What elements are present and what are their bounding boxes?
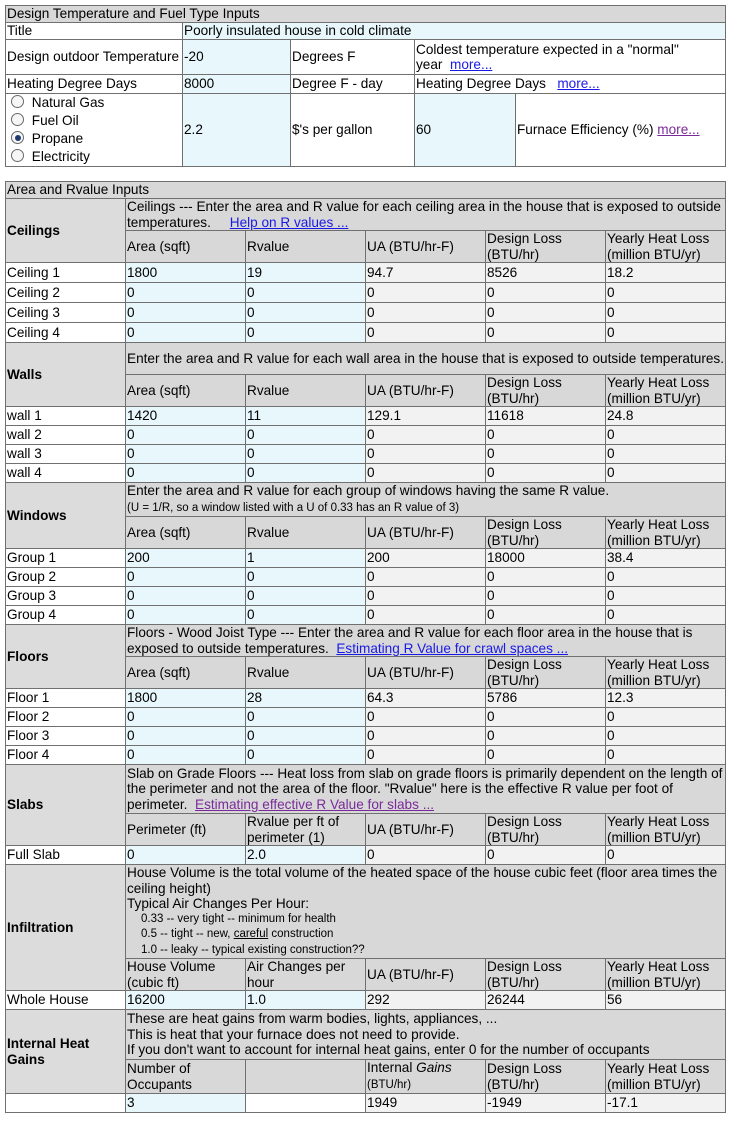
walls-section-label: Walls xyxy=(6,343,126,407)
design-loss-value: 0 xyxy=(486,727,606,746)
row-label: Ceiling 1 xyxy=(6,263,126,283)
row-label: Floor 1 xyxy=(6,689,126,708)
design-loss-value: 0 xyxy=(486,606,606,625)
hdd-more-link[interactable]: more... xyxy=(557,76,600,92)
blank-cell xyxy=(246,1094,366,1113)
yearly-loss-value: 0 xyxy=(606,587,726,606)
row-label: Ceiling 3 xyxy=(6,303,126,323)
col-header-rvalue: Rvalue xyxy=(246,657,366,689)
design-loss-value: 0 xyxy=(486,587,606,606)
fuel-label-natural-gas: Natural Gas xyxy=(31,95,105,110)
fuel-label-propane: Propane xyxy=(31,131,84,146)
ua-value: 0 xyxy=(366,727,486,746)
design-loss-value: 0 xyxy=(486,426,606,445)
table-row xyxy=(6,1094,726,1113)
ua-value: 0 xyxy=(366,587,486,606)
area-input[interactable]: 0 xyxy=(126,746,246,765)
hdd-note-text: Heating Degree Days xyxy=(416,76,546,92)
design-loss-value: 0 xyxy=(486,568,606,587)
yearly-loss-value: 0 xyxy=(606,445,726,464)
table-row xyxy=(6,587,726,606)
col-header-area: Area (sqft) xyxy=(126,375,246,407)
col-header-ua: UA (BTU/hr-F) xyxy=(366,814,486,846)
ua-value: 64.3 xyxy=(366,689,486,708)
rvalue-input[interactable]: 0 xyxy=(246,708,366,727)
area-input[interactable]: 200 xyxy=(126,549,246,568)
rvalue-input[interactable]: 11 xyxy=(246,407,366,426)
fuel-option-natural-gas[interactable] xyxy=(7,94,181,112)
outdoor-temp-unit: Degrees F xyxy=(291,40,415,75)
windows-note: (U = 1/R, so a window listed with a U of 0.33 has an R value of 3) xyxy=(127,501,460,514)
table-row xyxy=(6,689,726,708)
title-label: Title xyxy=(6,23,183,40)
fuel-label-electricity: Electricity xyxy=(31,149,90,164)
ua-value: 0 xyxy=(366,746,486,765)
col-header-ua: UA (BTU/hr-F) xyxy=(366,231,486,263)
windows-desc-text: Enter the area and R value for each group of windows having the same R value. xyxy=(127,483,610,498)
efficiency-more-link[interactable]: more... xyxy=(657,122,700,138)
col-header-yearly-loss: Yearly Heat Loss (million BTU/yr) xyxy=(606,231,726,263)
ua-value: 0 xyxy=(366,426,486,445)
design-loss-value: 5786 xyxy=(486,689,606,708)
hdd-label: Heating Degree Days xyxy=(6,75,183,94)
rvalue-input[interactable]: 0 xyxy=(246,568,366,587)
design-loss-value: 0 xyxy=(486,323,606,343)
table-row xyxy=(6,606,726,625)
floors-section-label: Floors xyxy=(6,625,126,689)
ach-tight xyxy=(127,927,724,943)
row-label: Floor 3 xyxy=(6,727,126,746)
col-header-air-changes: Air Changes per hour xyxy=(246,959,366,991)
design-loss-value: 0 xyxy=(486,303,606,323)
design-loss-value: 0 xyxy=(486,445,606,464)
col-header-yearly-loss: Yearly Heat Loss (million BTU/yr) xyxy=(606,814,726,846)
area-input[interactable]: 0 xyxy=(126,464,246,483)
yearly-loss-value: 0 xyxy=(606,464,726,483)
design-loss-value: 0 xyxy=(486,283,606,303)
table-row xyxy=(6,746,726,765)
ceilings-section-label: Ceilings xyxy=(6,199,126,263)
row-label: Group 3 xyxy=(6,587,126,606)
occupants-input[interactable]: 3 xyxy=(126,1094,246,1113)
ua-value: 292 xyxy=(366,991,486,1010)
row-label: wall 3 xyxy=(6,445,126,464)
perimeter-input[interactable]: 0 xyxy=(126,846,246,865)
outdoor-temp-label: Design outdoor Temperature xyxy=(6,40,183,75)
ua-value: 0 xyxy=(366,846,486,865)
hdd-input[interactable]: 8000 xyxy=(183,75,291,94)
design-loss-value: 0 xyxy=(486,746,606,765)
row-label: Whole House xyxy=(6,991,126,1010)
col-header-design-loss: Design Loss (BTU/hr) xyxy=(486,959,606,991)
row-label: wall 1 xyxy=(6,407,126,426)
internal-gains-pre: Internal xyxy=(367,1060,417,1075)
internal-gains-line-2: This is heat that your furnace does not need to provide. xyxy=(127,1026,460,1042)
ceilings-desc-text: Ceilings --- Enter the area and R value for each ceiling area in the house that is exposed to outside temperatures. xyxy=(127,199,721,230)
row-label: wall 2 xyxy=(6,426,126,445)
floors-description xyxy=(126,625,726,657)
row-label: Ceiling 4 xyxy=(6,323,126,343)
col-header-ua: UA (BTU/hr-F) xyxy=(366,517,486,549)
area-input[interactable]: 1800 xyxy=(126,263,246,283)
yearly-loss-value: 38.4 xyxy=(606,549,726,568)
fuel-price-input[interactable]: 2.2 xyxy=(183,94,291,167)
efficiency-label xyxy=(516,94,726,167)
rvalue-input[interactable]: 2.0 xyxy=(246,846,366,865)
rvalue-input[interactable]: 0 xyxy=(246,606,366,625)
area-input[interactable]: 0 xyxy=(126,303,246,323)
ua-value: 0 xyxy=(366,568,486,587)
col-header-rvalue: Rvalue xyxy=(246,375,366,407)
col-header-yearly-loss: Yearly Heat Loss (million BTU/yr) xyxy=(606,375,726,407)
area-input[interactable]: 0 xyxy=(126,445,246,464)
col-header-internal-gains xyxy=(366,1060,486,1094)
ua-value: 129.1 xyxy=(366,407,486,426)
internal-gains-description xyxy=(126,1010,726,1060)
ach-tight-careful: careful xyxy=(233,928,269,940)
design-loss-value: 18000 xyxy=(486,549,606,568)
ua-value: 0 xyxy=(366,323,486,343)
design-loss-value: 0 xyxy=(486,464,606,483)
rvalue-input[interactable]: 0 xyxy=(246,746,366,765)
radio-natural-gas[interactable] xyxy=(11,95,24,108)
outdoor-temp-note-text: Coldest temperature expected in a "normal" year xyxy=(416,41,679,72)
ua-value: 0 xyxy=(366,464,486,483)
row-label: Ceiling 2 xyxy=(6,283,126,303)
table-row xyxy=(6,991,726,1010)
windows-section-label: Windows xyxy=(6,483,126,549)
col-header-yearly-loss: Yearly Heat Loss (million BTU/yr) xyxy=(606,1060,726,1094)
area-input[interactable]: 0 xyxy=(126,727,246,746)
rvalue-input[interactable]: 28 xyxy=(246,689,366,708)
infiltration-section-label: Infiltration xyxy=(6,865,126,991)
walls-description: Enter the area and R value for each wall area in the house that is exposed to outside temperatures. xyxy=(126,343,726,375)
yearly-loss-value: 0 xyxy=(606,846,726,865)
yearly-loss-value: 56 xyxy=(606,991,726,1010)
table-row xyxy=(6,708,726,727)
table-row xyxy=(6,323,726,343)
table-row xyxy=(6,568,726,587)
hdd-note xyxy=(415,75,726,94)
design-inputs-table xyxy=(5,5,726,167)
crawl-space-rvalue-link[interactable]: Estimating R Value for crawl spaces ... xyxy=(336,640,569,656)
fuel-price-unit: $'s per gallon xyxy=(291,94,415,167)
table-row xyxy=(6,464,726,483)
row-label: Full Slab xyxy=(6,846,126,865)
design-section-title: Design Temperature and Fuel Type Inputs xyxy=(6,6,726,23)
design-loss-value: 11618 xyxy=(486,407,606,426)
rvalue-input[interactable]: 0 xyxy=(246,727,366,746)
design-loss-value: 0 xyxy=(486,846,606,865)
internal-gains-value: 1949 xyxy=(366,1094,486,1113)
row-label: Floor 2 xyxy=(6,708,126,727)
area-input[interactable]: 0 xyxy=(126,283,246,303)
fuel-option-fuel-oil[interactable] xyxy=(7,112,181,130)
col-header-rvalue: Rvalue xyxy=(246,231,366,263)
area-input[interactable]: 0 xyxy=(126,568,246,587)
house-volume-input[interactable]: 16200 xyxy=(126,991,246,1010)
radio-electricity[interactable] xyxy=(11,149,24,162)
row-label: wall 4 xyxy=(6,464,126,483)
outdoor-more-link[interactable]: more... xyxy=(450,57,493,72)
row-label: Floor 4 xyxy=(6,746,126,765)
fuel-type-group xyxy=(6,94,183,167)
outdoor-temp-note xyxy=(415,40,726,75)
internal-gains-section-label: Internal Heat Gains xyxy=(6,1010,126,1094)
table-row xyxy=(6,846,726,865)
internal-gains-unit: (BTU/hr) xyxy=(367,1078,412,1091)
col-header-house-volume: House Volume (cubic ft) xyxy=(126,959,246,991)
yearly-loss-value: 0 xyxy=(606,606,726,625)
col-header-perimeter: Perimeter (ft) xyxy=(126,814,246,846)
fuel-option-propane[interactable] xyxy=(7,130,181,148)
col-header-yearly-loss: Yearly Heat Loss (million BTU/yr) xyxy=(606,657,726,689)
yearly-loss-value: 0 xyxy=(606,568,726,587)
table-row xyxy=(6,549,726,568)
rvalue-input[interactable]: 0 xyxy=(246,323,366,343)
col-header-yearly-loss: Yearly Heat Loss (million BTU/yr) xyxy=(606,517,726,549)
air-changes-input[interactable]: 1.0 xyxy=(246,991,366,1010)
area-input[interactable]: 0 xyxy=(126,708,246,727)
col-header-area: Area (sqft) xyxy=(126,657,246,689)
title-input[interactable]: Poorly insulated house in cold climate xyxy=(183,23,726,40)
area-input[interactable]: 0 xyxy=(126,606,246,625)
yearly-loss-value: 0 xyxy=(606,323,726,343)
ach-tight-post: construction xyxy=(268,928,334,940)
col-header-occupants: Number of Occupants xyxy=(126,1060,246,1094)
area-section-title: Area and Rvalue Inputs xyxy=(6,182,726,199)
col-header-design-loss: Design Loss (BTU/hr) xyxy=(486,517,606,549)
rvalue-input[interactable]: 0 xyxy=(246,283,366,303)
ceilings-description xyxy=(126,199,726,231)
area-input[interactable]: 0 xyxy=(126,323,246,343)
rvalue-input[interactable]: 19 xyxy=(246,263,366,283)
col-header-ua: UA (BTU/hr-F) xyxy=(366,375,486,407)
ua-value: 94.7 xyxy=(366,263,486,283)
ua-value: 200 xyxy=(366,549,486,568)
ach-very-tight: 0.33 -- very tight -- minimum for health xyxy=(141,912,336,925)
yearly-loss-value: 0 xyxy=(606,303,726,323)
efficiency-input[interactable]: 60 xyxy=(415,94,516,167)
col-header-ua: UA (BTU/hr-F) xyxy=(366,657,486,689)
table-row xyxy=(6,445,726,464)
design-loss-value: 0 xyxy=(486,708,606,727)
col-header-rvalue: Rvalue xyxy=(246,517,366,549)
yearly-loss-value: 0 xyxy=(606,727,726,746)
col-header-area: Area (sqft) xyxy=(126,231,246,263)
r-values-help-link[interactable]: Help on R values ... xyxy=(229,214,349,230)
area-input[interactable]: 0 xyxy=(126,587,246,606)
radio-propane[interactable] xyxy=(11,131,24,144)
efficiency-label-text: Furnace Efficiency (%) xyxy=(517,122,654,138)
col-header-area: Area (sqft) xyxy=(126,517,246,549)
table-row xyxy=(6,263,726,283)
yearly-loss-value: 0 xyxy=(606,708,726,727)
outdoor-temp-input[interactable]: -20 xyxy=(183,40,291,75)
design-loss-value: -1949 xyxy=(486,1094,606,1113)
rvalue-input[interactable]: 0 xyxy=(246,464,366,483)
row-label: Group 1 xyxy=(6,549,126,568)
design-loss-value: 26244 xyxy=(486,991,606,1010)
table-row xyxy=(6,426,726,445)
windows-description xyxy=(126,483,726,517)
area-input[interactable]: 0 xyxy=(126,426,246,445)
internal-gains-em: Gains xyxy=(416,1060,452,1075)
area-rvalue-table xyxy=(5,181,726,1113)
col-header-design-loss: Design Loss (BTU/hr) xyxy=(486,231,606,263)
slabs-section-label: Slabs xyxy=(6,765,126,846)
col-header-blank xyxy=(246,1060,366,1094)
ua-value: 0 xyxy=(366,606,486,625)
rvalue-input[interactable]: 0 xyxy=(246,445,366,464)
ach-leaky: 1.0 -- leaky -- typical existing construction?? xyxy=(141,943,365,956)
slabs-desc-text: Slab on Grade Floors --- Heat loss from slab on grade floors is primarily dependent on the length of the perimeter and not the area of the floor. "Rvalue" here is the effective R value per foot of perimeter. xyxy=(127,765,723,812)
row-label: Group 4 xyxy=(6,606,126,625)
ach-title: Typical Air Changes Per Hour: xyxy=(127,896,310,911)
infiltration-desc-text: House Volume is the total volume of the heated space of the house cubic feet (floor area times the ceiling height) xyxy=(127,865,718,896)
infiltration-description xyxy=(126,865,726,959)
rvalue-input[interactable]: 0 xyxy=(246,426,366,445)
fuel-option-electricity[interactable] xyxy=(7,148,181,166)
area-input[interactable]: 1420 xyxy=(126,407,246,426)
radio-fuel-oil[interactable] xyxy=(11,113,24,126)
rvalue-input[interactable]: 1 xyxy=(246,549,366,568)
rvalue-input[interactable]: 0 xyxy=(246,303,366,323)
hdd-unit: Degree F - day xyxy=(291,75,415,94)
fuel-label-fuel-oil: Fuel Oil xyxy=(31,113,79,128)
yearly-loss-value: 0 xyxy=(606,746,726,765)
design-loss-value: 8526 xyxy=(486,263,606,283)
ua-value: 0 xyxy=(366,708,486,727)
col-header-design-loss: Design Loss (BTU/hr) xyxy=(486,375,606,407)
col-header-design-loss: Design Loss (BTU/hr) xyxy=(486,657,606,689)
col-header-design-loss: Design Loss (BTU/hr) xyxy=(486,814,606,846)
yearly-loss-value: -17.1 xyxy=(606,1094,726,1113)
ua-value: 0 xyxy=(366,303,486,323)
table-row xyxy=(6,407,726,426)
area-input[interactable]: 1800 xyxy=(126,689,246,708)
yearly-loss-value: 0 xyxy=(606,283,726,303)
yearly-loss-value: 18.2 xyxy=(606,263,726,283)
ua-value: 0 xyxy=(366,445,486,464)
slab-rvalue-link[interactable]: Estimating effective R Value for slabs ... xyxy=(195,796,435,812)
yearly-loss-value: 24.8 xyxy=(606,407,726,426)
col-header-rvalue-per-ft: Rvalue per ft of perimeter (1) xyxy=(246,814,366,846)
floors-desc-text: Floors - Wood Joist Type --- Enter the area and R value for each floor area in the house that is exposed to outside temperatures. xyxy=(127,625,693,656)
rvalue-input[interactable]: 0 xyxy=(246,587,366,606)
col-header-design-loss: Design Loss (BTU/hr) xyxy=(486,1060,606,1094)
internal-gains-line-3: If you don't want to account for internal heat gains, enter 0 for the number of occupants xyxy=(127,1042,650,1058)
table-row xyxy=(6,283,726,303)
ach-tight-pre: 0.5 -- tight -- new, xyxy=(141,928,234,940)
row-label: Group 2 xyxy=(6,568,126,587)
row-label-blank xyxy=(6,1094,126,1113)
ua-value: 0 xyxy=(366,283,486,303)
table-row xyxy=(6,727,726,746)
col-header-ua: UA (BTU/hr-F) xyxy=(366,959,486,991)
slabs-description xyxy=(126,765,726,814)
yearly-loss-value: 12.3 xyxy=(606,689,726,708)
col-header-yearly-loss: Yearly Heat Loss (million BTU/yr) xyxy=(606,959,726,991)
internal-gains-line-1: These are heat gains from warm bodies, lights, appliances, ... xyxy=(127,1011,498,1027)
yearly-loss-value: 0 xyxy=(606,426,726,445)
table-row xyxy=(6,303,726,323)
